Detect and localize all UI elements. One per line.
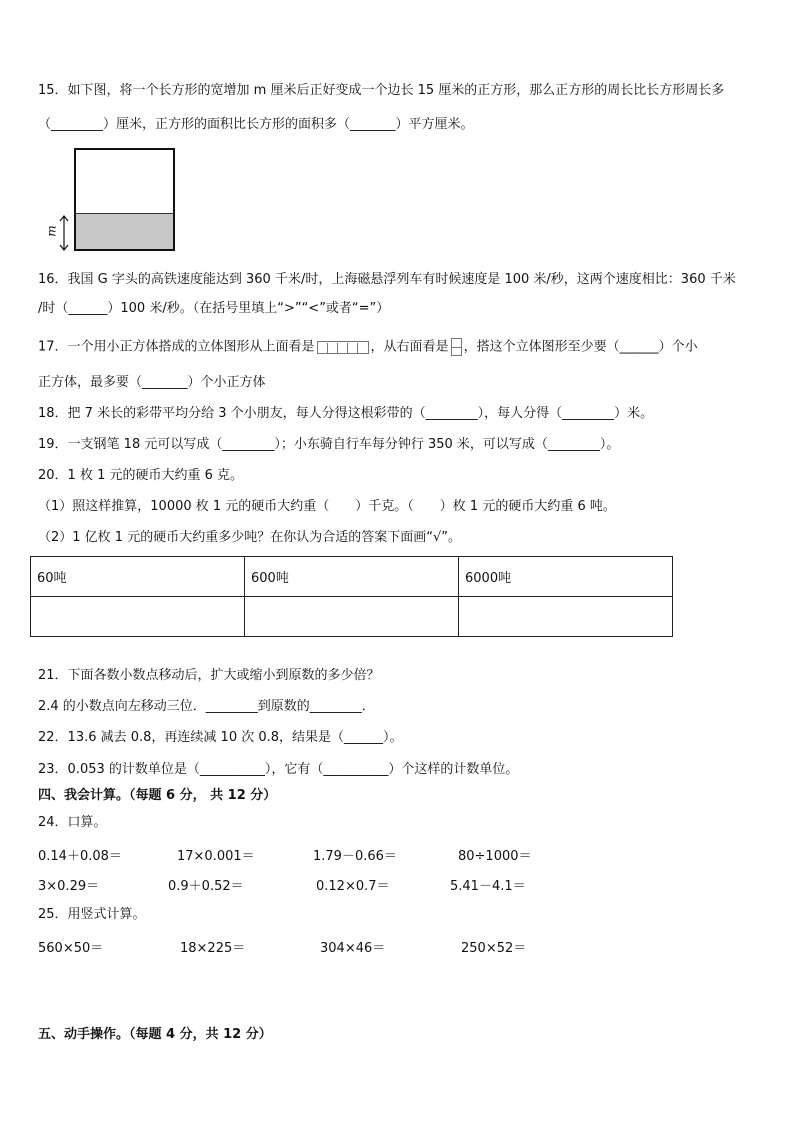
q18: 18．把 7 米长的彩带平均分给 3 个小朋友，每人分得这根彩带的（________），每人分得（________）米。 xyxy=(38,406,654,421)
section4-heading: 四、我会计算。（每题 6 分， 共 12 分） xyxy=(38,788,277,803)
vertical-calc-item: 560×50＝ xyxy=(38,941,104,956)
q16-line1: 16．我国 G 字头的高铁速度能达到 360 千米/时，上海磁悬浮列车有时候速度是 100 米/秒，这两个速度相比：360 千米 xyxy=(38,272,736,287)
rectangle-figure xyxy=(74,148,175,251)
vertical-calc-item: 250×52＝ xyxy=(461,941,527,956)
q20-stem: 20．1 枚 1 元的硬币大约重 6 克。 xyxy=(38,468,244,483)
q15-line1: 15．如下图，将一个长方形的宽增加 m 厘米后正好变成一个边长 15 厘米的正方形，那么正方形的周长比长方形周长多 xyxy=(38,83,725,98)
answer-cell[interactable] xyxy=(31,597,245,637)
option-cell: 600吨 xyxy=(245,557,459,597)
q21-line: 2.4 的小数点向左移动三位．________到原数的________． xyxy=(38,699,375,714)
q23: 23．0.053 的计数单位是（__________），它有（__________）个这样的计数单位。 xyxy=(38,762,519,777)
q20-part2: （2）1 亿枚 1 元的硬币大约重多少吨？在你认为合适的答案下面画“√”。 xyxy=(38,530,461,545)
mental-calc-item: 80÷1000＝ xyxy=(458,849,532,864)
q22: 22．13.6 减去 0.8，再连续减 10 次 0.8，结果是（______）。 xyxy=(38,730,403,745)
q25-title: 25．用竖式计算。 xyxy=(38,907,146,922)
q17-part1: 17．一个用小正方体搭成的立体图形从上面看是 xyxy=(38,339,315,355)
section5-heading: 五、动手操作。（每题 4 分，共 12 分） xyxy=(38,1027,272,1042)
answer-cell[interactable] xyxy=(459,597,673,637)
q21-stem: 21．下面各数小数点移动后，扩大或缩小到原数的多少倍？ xyxy=(38,668,380,683)
q15-line2: （________）厘米，正方形的面积比长方形的面积多（_______）平方厘米。 xyxy=(38,117,474,132)
q20-part1: （1）照这样推算，10000 枚 1 元的硬币大约重（ ）千克。（ ）枚 1 元的硬币大约重 6 吨。 xyxy=(38,499,616,514)
q24-title: 24．口算。 xyxy=(38,815,107,830)
q16-line2: /时（______）100 米/秒。（在括号里填上“>”“<”或者“=”） xyxy=(38,301,390,316)
vertical-calc-item: 304×46＝ xyxy=(320,941,386,956)
answer-cell[interactable] xyxy=(245,597,459,637)
mental-calc-item: 1.79－0.66＝ xyxy=(313,849,397,864)
q17-part3: ，搭这个立体图形至少要（______）个小 xyxy=(463,339,698,355)
q17-part2: ，从右面看是 xyxy=(370,339,449,355)
mental-calc-item: 3×0.29＝ xyxy=(38,879,100,894)
mental-calc-item: 0.12×0.7＝ xyxy=(316,879,390,894)
q17-line2: 正方体，最多要（_______）个小正方体 xyxy=(38,375,266,390)
option-cell: 60吨 xyxy=(31,557,245,597)
vertical-calc-item: 18×225＝ xyxy=(180,941,246,956)
option-cell: 6000吨 xyxy=(459,557,673,597)
top-view-icon xyxy=(317,341,369,354)
answer-table xyxy=(30,556,673,637)
mental-calc-item: 0.9＋0.52＝ xyxy=(168,879,244,894)
mental-calc-item: 0.14＋0.08＝ xyxy=(38,849,122,864)
double-arrow-icon xyxy=(58,215,70,251)
q17-line1 xyxy=(38,338,698,357)
shaded-strip xyxy=(76,213,173,249)
mental-calc-item: 17×0.001＝ xyxy=(177,849,255,864)
mental-calc-item: 5.41－4.1＝ xyxy=(450,879,526,894)
right-view-icon xyxy=(451,338,462,356)
figure-label-m: m xyxy=(44,225,59,237)
q19: 19．一支钢笔 18 元可以写成（________）；小东骑自行车每分钟行 350 米，可以写成（________）。 xyxy=(38,437,620,452)
